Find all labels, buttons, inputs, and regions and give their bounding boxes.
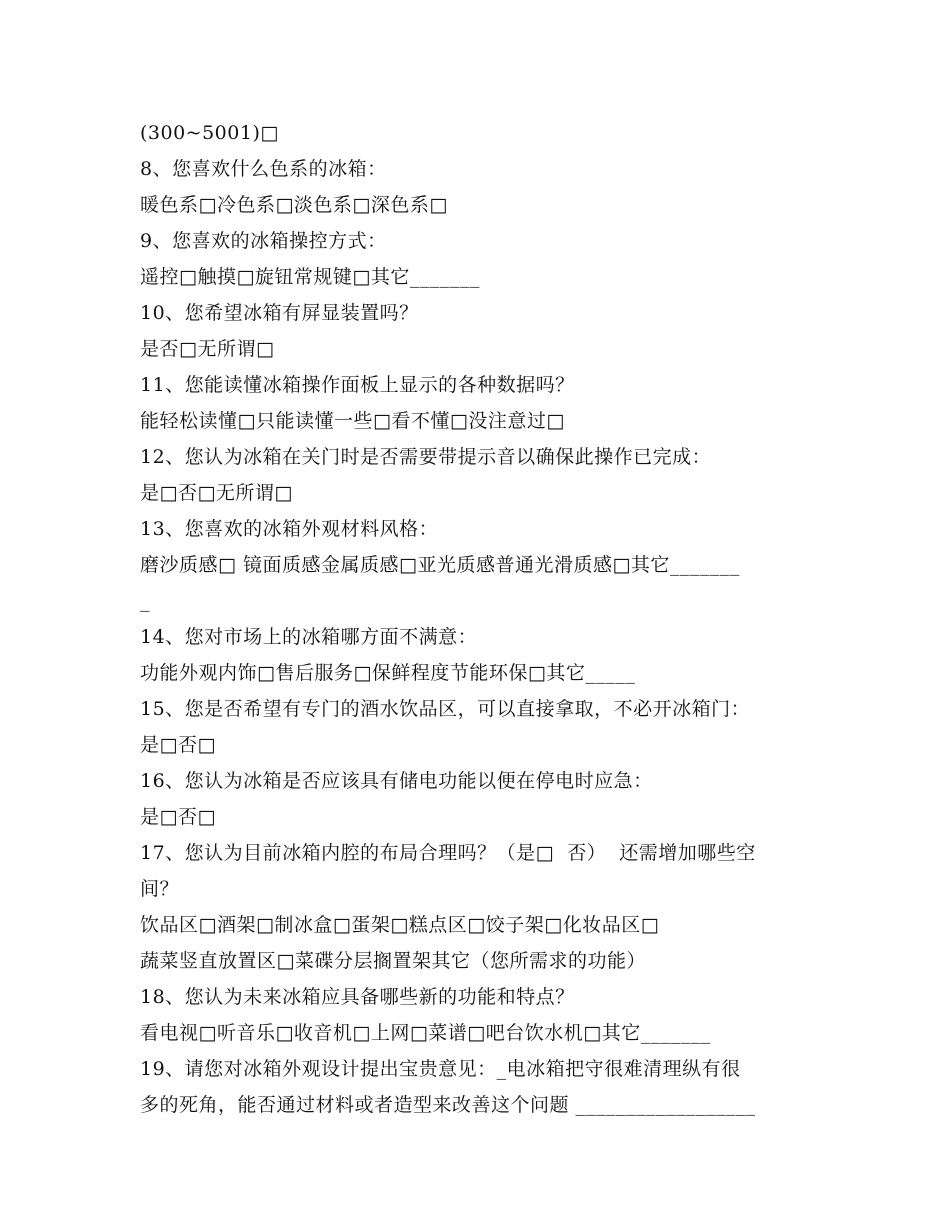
question-12: 12、您认为冰箱在关门时是否需要带提示音以确保此操作已完成： xyxy=(140,446,712,468)
question-15: 15、您是否希望有专门的酒水饮品区，可以直接拿取，不必开冰箱门： xyxy=(140,698,751,720)
question-17: 17、您认为目前冰箱内腔的布局合理吗？（是□ 否） 还需增加哪些空 xyxy=(140,842,756,864)
question-19: 19、请您对冰箱外观设计提出宝贵意见：_电冰箱把守很难清理纵有很 xyxy=(140,1058,741,1080)
answer-options-8: 暖色系□冷色系□淡色系□深色系□ xyxy=(140,194,448,216)
answer-options-17a: 饮品区□酒架□制冰盒□蛋架□糕点区□饺子架□化妆品区□ xyxy=(140,914,660,936)
answer-options-17b: 蔬菜竖直放置区□菜碟分层搁置架其它（您所需求的功能） xyxy=(140,950,646,972)
question-11: 11、您能读懂冰箱操作面板上显示的各种数据吗？ xyxy=(140,374,575,396)
answer-options-11: 能轻松读懂□只能读懂一些□看不懂□没注意过□ xyxy=(140,410,565,432)
question-10: 10、您希望冰箱有屏显装置吗？ xyxy=(140,302,419,324)
answer-19: 多的死角，能否通过材料或者造型来改善这个问题 __________________ xyxy=(140,1094,756,1116)
document-body xyxy=(140,115,815,1123)
answer-options-12: 是□否□无所谓□ xyxy=(140,482,293,504)
answer-options-16: 是□否□ xyxy=(140,806,216,828)
answer-options-9: 遥控□触摸□旋钮常规键□其它_______ xyxy=(140,266,480,288)
question-14: 14、您对市场上的冰箱哪方面不满意： xyxy=(140,626,478,648)
answer-options-14: 功能外观内饰□售后服务□保鲜程度节能环保□其它_____ xyxy=(140,662,636,684)
text-line: (300~5001)□ xyxy=(140,122,279,144)
answer-options-18: 看电视□听音乐□收音机□上网□菜谱□吧台饮水机□其它_______ xyxy=(140,1022,711,1044)
answer-options-13-continued: _ xyxy=(140,590,150,612)
question-18: 18、您认为未来冰箱应具备哪些新的功能和特点？ xyxy=(140,986,575,1008)
question-17-continued: 间？ xyxy=(140,878,180,900)
answer-options-15: 是□否□ xyxy=(140,734,216,756)
question-13: 13、您喜欢的冰箱外观材料风格： xyxy=(140,518,439,540)
question-8: 8、您喜欢什么色系的冰箱： xyxy=(140,158,387,180)
question-16: 16、您认为冰箱是否应该具有储电功能以便在停电时应急： xyxy=(140,770,653,792)
answer-options-10: 是否□无所谓□ xyxy=(140,338,275,360)
answer-options-13: 磨沙质感□ 镜面质感金属质感□亚光质感普通光滑质感□其它_______ xyxy=(140,554,740,576)
question-9: 9、您喜欢的冰箱操控方式： xyxy=(140,230,387,252)
